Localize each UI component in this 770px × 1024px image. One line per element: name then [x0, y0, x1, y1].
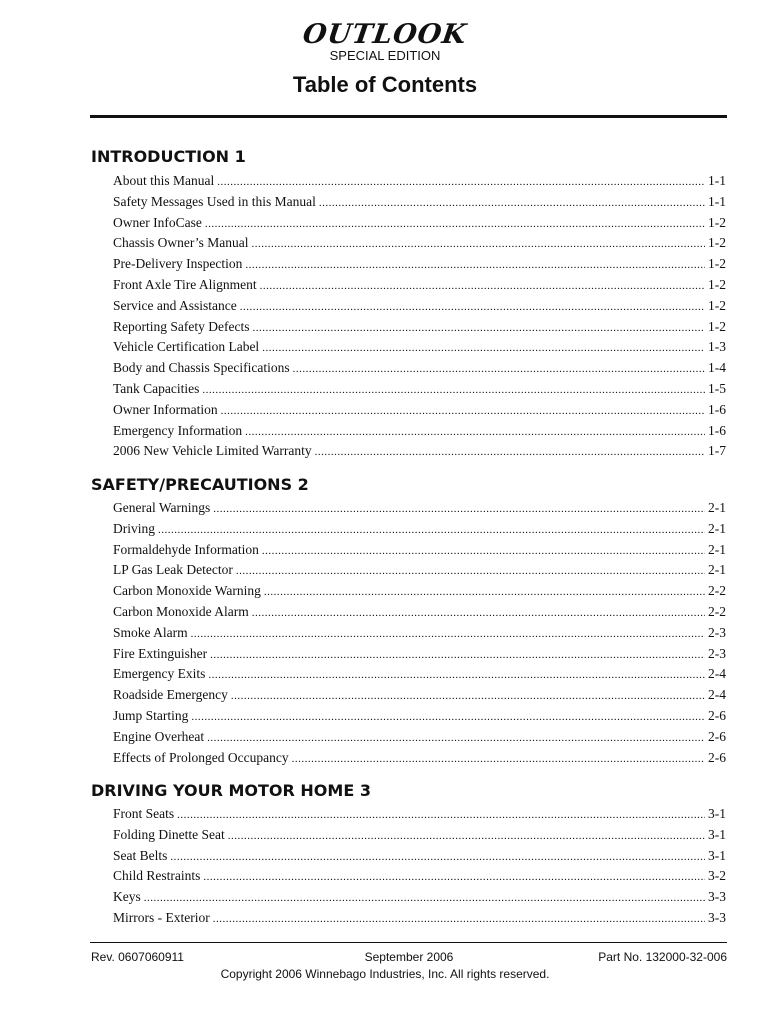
- toc-entry-title: Reporting Safety Defects: [113, 318, 250, 334]
- toc-entry-page: 2-2: [708, 603, 726, 619]
- toc-entry-title: Roadside Emergency: [113, 687, 228, 703]
- title-divider: [90, 115, 727, 118]
- toc-entry-title: Front Axle Tire Alignment: [113, 276, 257, 292]
- toc-entry-title: Service and Assistance: [113, 297, 237, 313]
- dot-leader: [262, 541, 705, 562]
- toc-entry-page: 2-6: [708, 749, 726, 765]
- toc-entry-title: Owner InfoCase: [113, 214, 202, 230]
- toc-entry-page: 1-2: [708, 235, 726, 251]
- toc-entry[interactable]: [113, 498, 726, 519]
- toc-entry-title: Child Restraints: [113, 868, 201, 884]
- toc-entry-title: Emergency Exits: [113, 666, 206, 682]
- dot-leader: [240, 297, 705, 318]
- toc-entry[interactable]: [113, 804, 726, 825]
- toc-entry-page: 3-1: [708, 847, 726, 863]
- dot-leader: [319, 193, 705, 214]
- toc-entry[interactable]: [113, 825, 726, 846]
- toc-list-driving-your-motor-home: [113, 804, 726, 929]
- toc-entry[interactable]: [113, 602, 726, 623]
- section-heading-introduction: INTRODUCTION 1: [91, 147, 246, 166]
- dot-leader: [264, 582, 705, 603]
- toc-entry-title: Vehicle Certification Label: [113, 339, 260, 355]
- toc-entry[interactable]: [113, 358, 726, 379]
- toc-entry[interactable]: [113, 685, 726, 706]
- toc-entry-title: Safety Messages Used in this Manual: [113, 193, 316, 209]
- toc-entry-page: 3-1: [708, 806, 726, 821]
- toc-entry-page: 1-2: [708, 276, 726, 292]
- dot-leader: [245, 255, 705, 276]
- dot-leader: [177, 805, 705, 826]
- section-heading-safety-precautions: SAFETY/PRECAUTIONS 2: [91, 475, 309, 494]
- toc-entry-title: Formaldehyde Information: [113, 541, 259, 557]
- toc-entry-page: 3-3: [708, 889, 726, 905]
- dot-leader: [252, 234, 706, 255]
- toc-entry[interactable]: [113, 233, 726, 254]
- dot-leader: [158, 520, 705, 541]
- toc-entry-title: Folding Dinette Seat: [113, 826, 225, 842]
- toc-entry-page: 1-6: [708, 422, 726, 438]
- dot-leader: [252, 603, 705, 624]
- dot-leader: [260, 276, 705, 297]
- dot-leader: [203, 867, 705, 888]
- toc-entry-title: Carbon Monoxide Alarm: [113, 603, 249, 619]
- footer-part-number: Part No. 132000-32-006: [598, 950, 727, 964]
- toc-entry-page: 1-5: [708, 380, 726, 396]
- toc-entry[interactable]: [113, 296, 726, 317]
- toc-entry-page: 1-4: [708, 360, 726, 376]
- dot-leader: [228, 826, 705, 847]
- toc-entry-title: Owner Information: [113, 401, 218, 417]
- dot-leader: [315, 442, 705, 463]
- toc-entry-title: Fire Extinguisher: [113, 645, 208, 661]
- toc-entry[interactable]: [113, 866, 726, 887]
- dot-leader: [202, 380, 705, 401]
- toc-entry[interactable]: [113, 540, 726, 561]
- toc-entry-title: Seat Belts: [113, 847, 168, 863]
- toc-entry-title: Mirrors - Exterior: [113, 909, 210, 925]
- toc-entry[interactable]: [113, 846, 726, 867]
- toc-entry[interactable]: [113, 379, 726, 400]
- toc-entry-title: 2006 New Vehicle Limited Warranty: [113, 443, 312, 459]
- toc-entry-page: 1-2: [708, 256, 726, 272]
- dot-leader: [213, 909, 705, 930]
- dot-leader: [208, 665, 705, 686]
- toc-entry-title: Keys: [113, 889, 141, 905]
- toc-entry-page: 2-1: [708, 562, 726, 578]
- dot-leader: [245, 422, 705, 443]
- toc-entry[interactable]: [113, 441, 726, 462]
- toc-list-safety-precautions: [113, 498, 726, 768]
- toc-entry[interactable]: [113, 337, 726, 358]
- dot-leader: [191, 624, 705, 645]
- toc-entry-page: 2-6: [708, 707, 726, 723]
- toc-entry[interactable]: [113, 192, 726, 213]
- toc-entry[interactable]: [113, 317, 726, 338]
- toc-entry-title: About this Manual: [113, 173, 215, 188]
- toc-entry[interactable]: [113, 254, 726, 275]
- toc-entry[interactable]: [113, 623, 726, 644]
- dot-leader: [231, 686, 705, 707]
- toc-entry[interactable]: [113, 400, 726, 421]
- toc-entry-title: Jump Starting: [113, 707, 189, 723]
- dot-leader: [292, 749, 705, 770]
- toc-entry-title: Front Seats: [113, 806, 175, 821]
- dot-leader: [191, 707, 705, 728]
- toc-entry-title: Carbon Monoxide Warning: [113, 583, 261, 599]
- toc-entry-title: LP Gas Leak Detector: [113, 562, 233, 578]
- toc-entry[interactable]: [113, 908, 726, 929]
- dot-leader: [236, 561, 705, 582]
- toc-entry-page: 2-3: [708, 645, 726, 661]
- logo-wordmark: OUTLOOK: [301, 19, 470, 50]
- footer-copyright: Copyright 2006 Winnebago Industries, Inc. All rights reserved.: [220, 967, 550, 981]
- toc-entry[interactable]: [113, 581, 726, 602]
- toc-entry-title: Emergency Information: [113, 422, 243, 438]
- footer-divider: [90, 942, 727, 943]
- toc-entry-page: 3-1: [708, 826, 726, 842]
- dot-leader: [205, 214, 705, 235]
- toc-entry-page: 2-6: [708, 728, 726, 744]
- toc-entry[interactable]: [113, 706, 726, 727]
- toc-entry-title: Effects of Prolonged Occupancy: [113, 749, 289, 765]
- toc-list-introduction: [113, 171, 726, 462]
- toc-entry-page: 1-6: [708, 401, 726, 417]
- dot-leader: [262, 338, 705, 359]
- dot-leader: [210, 645, 705, 666]
- toc-entry-page: 1-1: [708, 173, 726, 188]
- toc-entry[interactable]: [113, 748, 726, 769]
- toc-entry[interactable]: [113, 275, 726, 296]
- toc-entry-title: Tank Capacities: [113, 380, 200, 396]
- logo-subtitle: SPECIAL EDITION: [329, 48, 441, 63]
- toc-entry-title: Body and Chassis Specifications: [113, 360, 290, 376]
- dot-leader: [207, 728, 705, 749]
- toc-entry-title: Pre-Delivery Inspection: [113, 256, 243, 272]
- toc-entry-title: Engine Overheat: [113, 728, 205, 744]
- toc-entry-title: Smoke Alarm: [113, 624, 188, 640]
- toc-entry-page: 1-7: [708, 443, 726, 459]
- footer-date: September 2006: [364, 950, 454, 964]
- toc-entry[interactable]: [113, 644, 726, 665]
- toc-entry-page: 1-1: [708, 193, 726, 209]
- toc-entry-page: 3-2: [708, 868, 726, 884]
- toc-entry[interactable]: [113, 519, 726, 540]
- dot-leader: [213, 499, 705, 520]
- dot-leader: [170, 847, 705, 868]
- toc-entry[interactable]: [113, 171, 726, 192]
- section-heading-driving-your-motor-home: DRIVING YOUR MOTOR HOME 3: [91, 781, 371, 800]
- toc-entry-page: 3-3: [708, 909, 726, 925]
- toc-entry-page: 2-1: [708, 520, 726, 536]
- toc-entry-page: 1-2: [708, 318, 726, 334]
- toc-entry[interactable]: [113, 664, 726, 685]
- toc-entry-title: General Warnings: [113, 500, 211, 515]
- dot-leader: [221, 401, 705, 422]
- toc-entry[interactable]: [113, 421, 726, 442]
- dot-leader: [293, 359, 705, 380]
- toc-entry-page: 2-1: [708, 541, 726, 557]
- toc-entry[interactable]: [113, 727, 726, 748]
- toc-entry[interactable]: [113, 213, 726, 234]
- toc-entry-page: 2-4: [708, 666, 726, 682]
- toc-entry-page: 1-2: [708, 214, 726, 230]
- dot-leader: [217, 172, 705, 193]
- dot-leader: [252, 318, 705, 339]
- page-title: Table of Contents: [292, 72, 478, 97]
- toc-entry-page: 1-2: [708, 297, 726, 313]
- toc-entry-page: 1-3: [708, 339, 726, 355]
- toc-entry[interactable]: [113, 560, 726, 581]
- toc-entry-title: Chassis Owner’s Manual: [113, 235, 249, 251]
- toc-entry[interactable]: [113, 887, 726, 908]
- toc-entry-page: 2-4: [708, 687, 726, 703]
- toc-entry-page: 2-3: [708, 624, 726, 640]
- toc-entry-page: 2-1: [708, 500, 726, 515]
- toc-entry-page: 2-2: [708, 583, 726, 599]
- toc-entry-title: Driving: [113, 520, 155, 536]
- outlook-logo: [0, 20, 770, 64]
- dot-leader: [144, 888, 705, 909]
- footer-revision: Rev. 0607060911: [91, 950, 184, 964]
